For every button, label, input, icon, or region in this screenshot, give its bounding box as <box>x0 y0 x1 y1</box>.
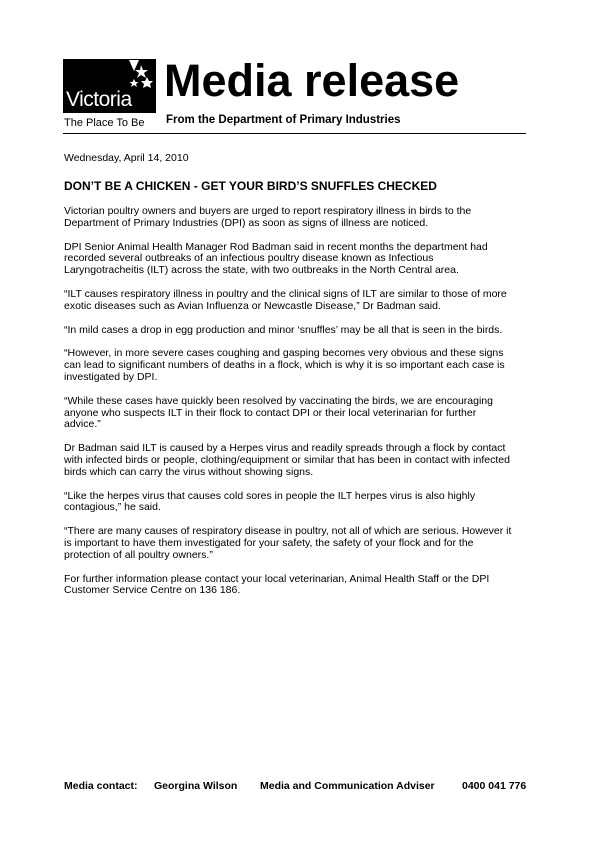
paragraph-line: Laryngotracheitis (ILT) across the state, with two outbreaks in the North Central area. <box>64 264 459 277</box>
paragraph-line: contagious,” he said. <box>64 501 161 514</box>
victoria-logo <box>63 59 156 113</box>
paragraph <box>64 396 544 431</box>
paragraph-line: “ILT causes respiratory illness in poultry and the clinical signs of ILT are similar to those of more <box>64 287 507 300</box>
paragraph-line: with infected birds or people, clothing/equipment or similar that has been in contact with infected <box>64 453 510 466</box>
media-contact-name: Georgina Wilson <box>154 780 238 792</box>
headline: DON’T BE A CHICKEN - GET YOUR BIRD’S SNUFFLES CHECKED <box>64 179 437 193</box>
paragraph <box>64 289 544 313</box>
paragraph <box>64 443 544 478</box>
paragraph-line: protection of all poultry owners.” <box>64 548 213 561</box>
paragraph-line: “Like the herpes virus that causes cold sores in people the ILT herpes virus is also highly <box>64 489 476 502</box>
media-contact-phone: 0400 041 776 <box>462 780 527 792</box>
paragraph-line: anyone who suspects ILT in their flock to contact DPI or their local veterinarian for further <box>64 406 477 419</box>
paragraph-line: For further information please contact your local veterinarian, Animal Health Staff or the DPI <box>64 572 490 585</box>
paragraph-line: “While these cases have quickly been resolved by vaccinating the birds, we are encouraging <box>64 394 493 407</box>
paragraph-line: can lead to significant numbers of deaths in a flock, which is why it is so important each case is <box>64 359 505 372</box>
media-contact-label: Media contact: <box>64 780 138 792</box>
logo-tagline: The Place To Be <box>64 117 145 129</box>
paragraph-line: investigated by DPI. <box>64 370 158 383</box>
paragraph-line: Victorian poultry owners and buyers are urged to report respiratory illness in birds to the <box>64 205 472 217</box>
release-body <box>64 206 544 609</box>
paragraph-line: Customer Service Centre on 136 186. <box>64 584 241 597</box>
paragraph-line: “There are many causes of respiratory disease in poultry, not all of which are serious. However it <box>64 525 512 538</box>
paragraph <box>64 206 544 230</box>
page-subtitle: From the Department of Primary Industries <box>166 114 401 126</box>
paragraph-line: “However, in more severe cases coughing and gasping becomes very obvious and these signs <box>64 347 504 360</box>
paragraph-line: Department of Primary Industries (DPI) as soon as signs of illness are noticed. <box>64 216 429 229</box>
paragraph <box>64 242 544 277</box>
page-title: Media release <box>164 55 460 106</box>
header-divider <box>63 133 526 134</box>
release-date: Wednesday, April 14, 2010 <box>64 152 189 164</box>
paragraph <box>64 491 544 515</box>
paragraph <box>64 526 544 561</box>
paragraph-line: DPI Senior Animal Health Manager Rod Badman said in recent months the department had <box>64 240 488 253</box>
media-contact-role: Media and Communication Adviser <box>260 780 435 792</box>
paragraph-line: “In mild cases a drop in egg production and minor ‘snuffles’ may be all that is seen in the birds. <box>64 323 503 336</box>
logo-wordmark: Victoria <box>66 88 132 111</box>
paragraph-line: is important to have them investigated for your safety, the safety of your flock and for the <box>64 536 474 549</box>
paragraph-line: Dr Badman said ILT is caused by a Herpes virus and readily spreads through a flock by contact <box>64 442 506 455</box>
paragraph-line: recorded several outbreaks of an infectious poultry disease known as Infectious <box>64 252 434 265</box>
paragraph-line: advice.” <box>64 418 101 431</box>
paragraph <box>64 325 544 337</box>
paragraph-line: birds which can carry the virus without showing signs. <box>64 465 314 478</box>
paragraph <box>64 574 544 598</box>
paragraph <box>64 348 544 383</box>
paragraph-line: exotic diseases such as Avian Influenza or Newcastle Disease,” Dr Badman said. <box>64 299 441 312</box>
